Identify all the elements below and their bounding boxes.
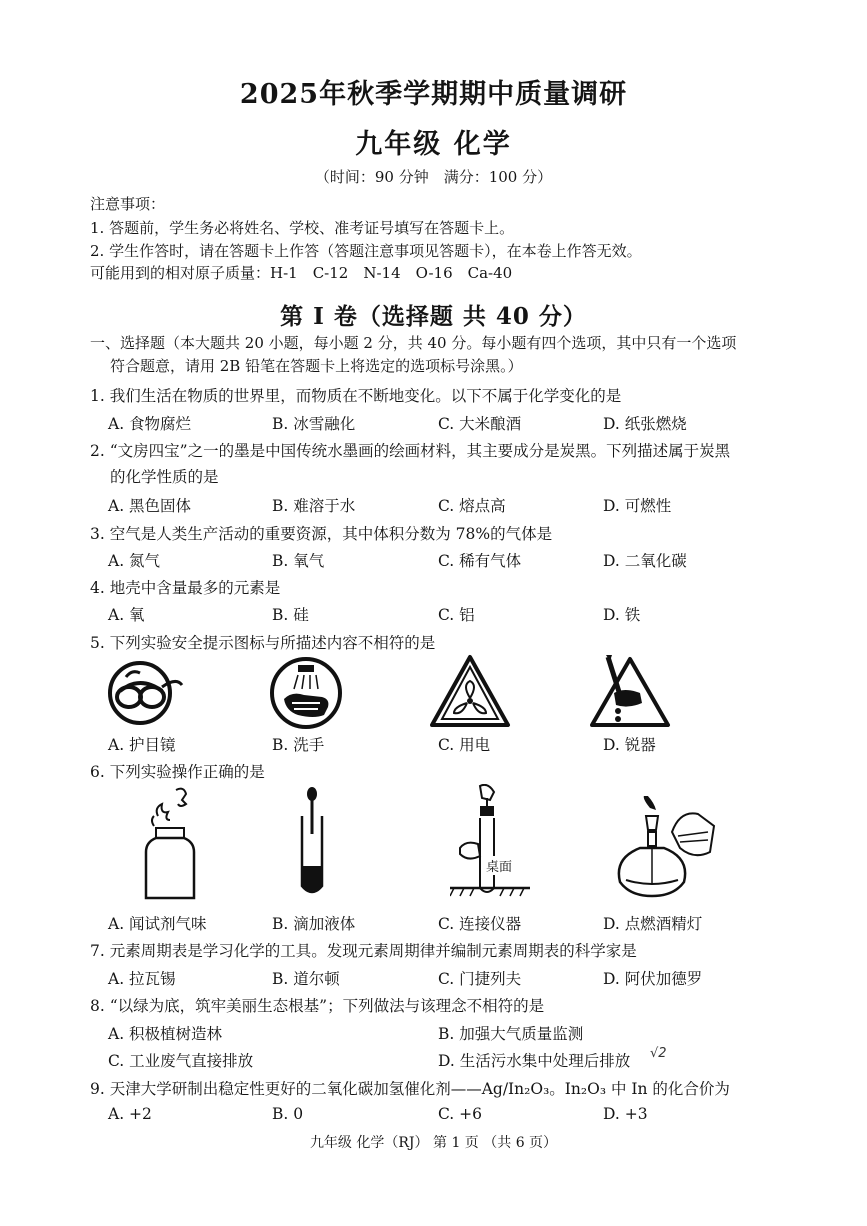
option-d: D. 纸张燃烧	[603, 415, 687, 433]
option-b: B. 氧气	[272, 552, 325, 570]
question-stem: 1. 我们生活在物质的世界里，而物质在不断地变化。以下不属于化学变化的是	[90, 387, 622, 405]
option-d: D. 锐器	[603, 736, 656, 754]
question-stem: 4. 地壳中含量最多的元素是	[90, 579, 281, 597]
notice-item: 2. 学生作答时，请在答题卡上作答（答题注意事项见答题卡），在本卷上作答无效。	[90, 242, 642, 260]
question-stem: 5. 下列实验安全提示图标与所描述内容不相符的是	[90, 634, 436, 652]
option-c: C. 用电	[438, 736, 491, 754]
option-a: A. 闻试剂气味	[108, 915, 207, 933]
option-d: D. 二氧化碳	[603, 552, 687, 570]
question-stem: 2. “文房四宝”之一的墨是中国传统水墨画的绘画材料，其主要成分是炭黑。下列描述属于炭黑	[90, 442, 731, 460]
connect-instrument-icon	[450, 784, 530, 904]
wash-hands-icon	[268, 655, 344, 735]
electricity-icon	[428, 653, 512, 733]
option-a: A. 积极植树造林	[108, 1025, 223, 1043]
option-b: B. 0	[272, 1105, 304, 1123]
option-c: C. 连接仪器	[438, 915, 522, 933]
option-a: A. 护目镜	[108, 736, 176, 754]
page-footer: 九年级 化学（RJ） 第 1 页 （共 6 页）	[309, 1135, 558, 1151]
option-d: D. 阿伏加德罗	[603, 970, 703, 988]
option-b: B. 冰雪融化	[272, 415, 356, 433]
section-intro-line: 符合题意，请用 2B 铅笔在答题卡上将选定的选项标号涂黑。）	[110, 357, 523, 375]
option-c: C. +6	[438, 1105, 483, 1123]
question-stem: 7. 元素周期表是学习化学的工具。发现元素周期律并编制元素周期表的科学家是	[90, 942, 637, 960]
option-d: D. 可燃性	[603, 497, 672, 515]
section-intro-line: 一、选择题（本大题共 20 小题，每小题 2 分，共 40 分。每小题有四个选项，其中只有一个选项	[90, 334, 737, 352]
option-a: A. 氧	[108, 606, 145, 624]
section-title: 第 I 卷（选择题 共 40 分）	[280, 303, 587, 330]
option-b: B. 加强大气质量监测	[438, 1025, 584, 1043]
option-a: A. 拉瓦锡	[108, 970, 176, 988]
option-b: B. 道尔顿	[272, 970, 340, 988]
goggles-icon	[106, 657, 186, 733]
question-stem-cont: 的化学性质的是	[110, 468, 219, 486]
option-c: C. 熔点高	[438, 497, 506, 515]
option-b: B. 硅	[272, 606, 309, 624]
question-stem: 9. 天津大学研制出稳定性更好的二氧化碳加氢催化剂——Ag/In₂O₃。In₂O₃ 中 In 的化合价为	[90, 1080, 730, 1098]
option-b: B. 洗手	[272, 736, 325, 754]
option-a: A. +2	[108, 1105, 152, 1123]
atomic-masses: 可能用到的相对原子质量：H-1 C-12 N-14 O-16 Ca-40	[90, 264, 513, 282]
notice-title: 注意事项：	[90, 195, 166, 213]
sharp-object-icon	[588, 653, 672, 733]
option-c: C. 铝	[438, 606, 475, 624]
section-intro	[90, 332, 790, 378]
smell-reagent-icon	[140, 786, 200, 908]
option-d: D. 生活污水集中处理后排放	[438, 1052, 631, 1070]
option-b: B. 滴加液体	[272, 915, 356, 933]
question-stem: 6. 下列实验操作正确的是	[90, 763, 265, 781]
handwritten-mark: √2	[650, 1046, 667, 1061]
dropper-icon	[294, 786, 330, 902]
option-a: A. 黑色固体	[108, 497, 192, 515]
option-d: D. 铁	[603, 606, 641, 624]
exam-time-info: （时间：90 分钟 满分：100 分）	[314, 168, 553, 186]
option-c: C. 稀有气体	[438, 552, 522, 570]
question-stem: 8. “以绿为底，筑牢美丽生态根基”；下列做法与该理念不相符的是	[90, 997, 545, 1015]
notice-item: 1. 答题前，学生务必将姓名、学校、准考证号填写在答题卡上。	[90, 219, 515, 237]
option-d: D. 点燃酒精灯	[603, 915, 703, 933]
option-c: C. 大米酿酒	[438, 415, 522, 433]
option-d: D. +3	[603, 1105, 648, 1123]
option-b: B. 难溶于水	[272, 497, 356, 515]
exam-subject: 九年级 化学	[355, 129, 512, 160]
option-a: A. 氮气	[108, 552, 161, 570]
option-c: C. 工业废气直接排放	[108, 1052, 254, 1070]
option-a: A. 食物腐烂	[108, 415, 192, 433]
table-label: 桌面	[486, 856, 512, 875]
option-c: C. 门捷列夫	[438, 970, 522, 988]
question-stem: 3. 空气是人类生产活动的重要资源，其中体积分数为 78%的气体是	[90, 525, 553, 543]
exam-title: 2025年秋季学期期中质量调研	[239, 79, 628, 110]
alcohol-lamp-icon	[610, 796, 718, 904]
